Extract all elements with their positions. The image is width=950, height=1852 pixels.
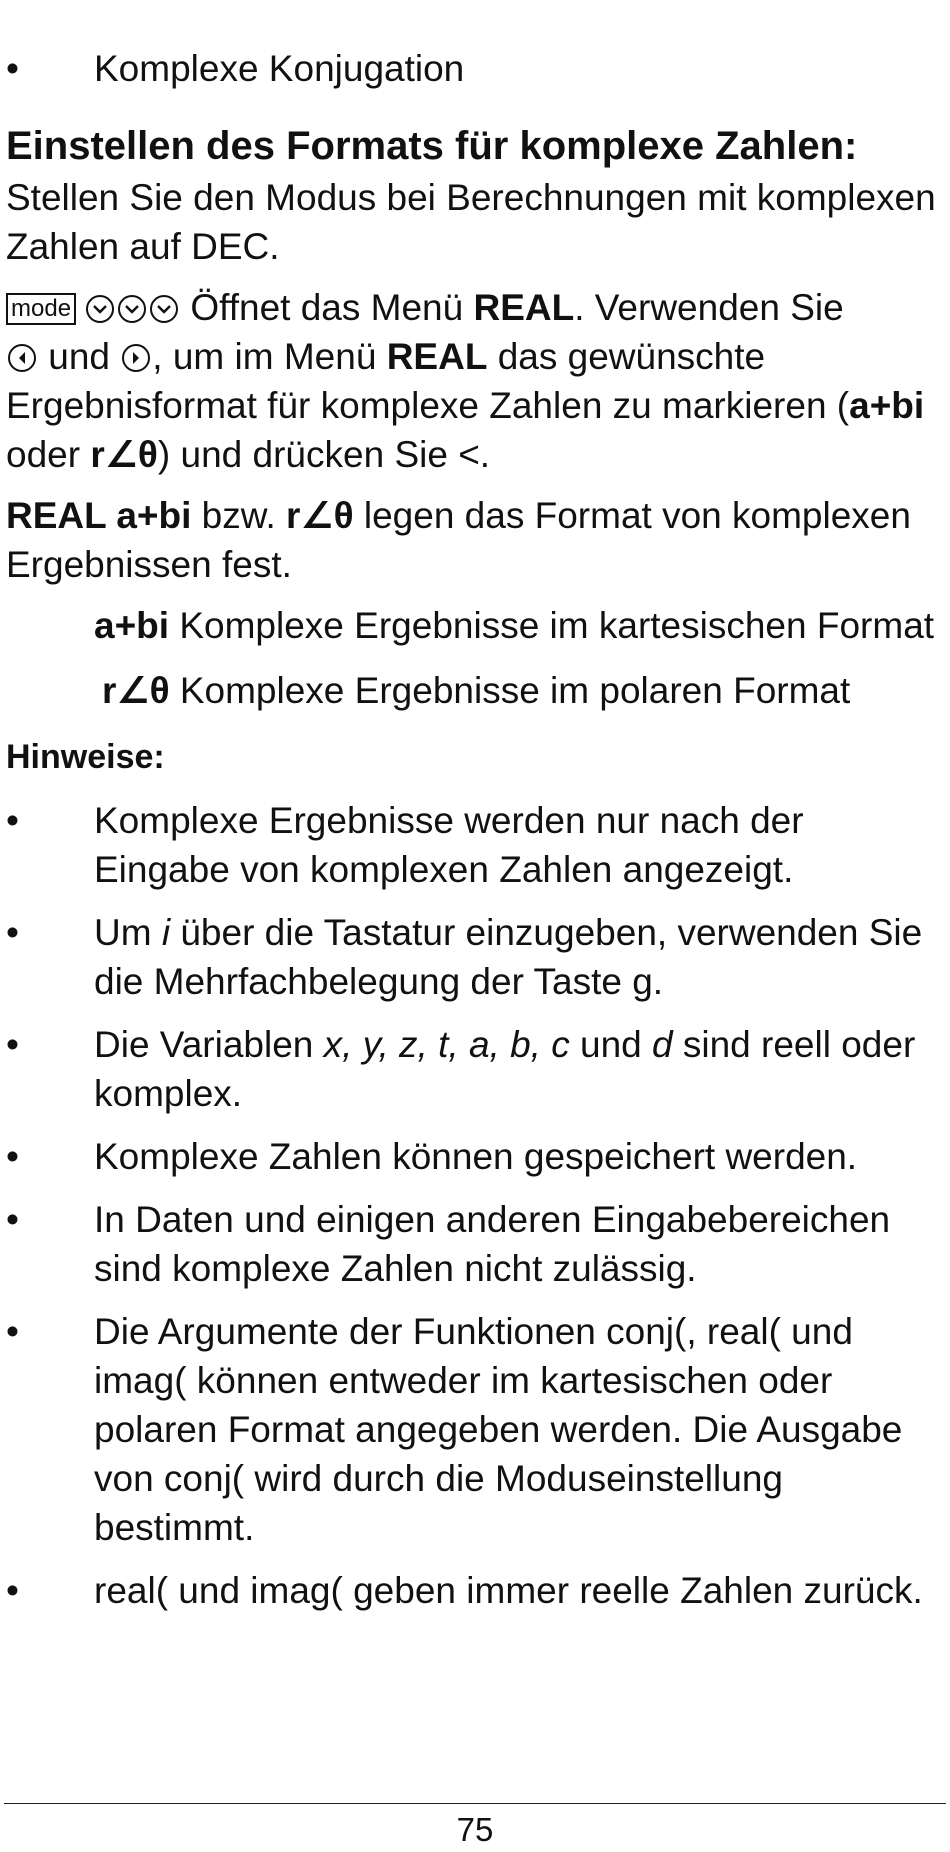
- instruction-text: , um im Menü: [152, 336, 387, 377]
- left-arrow-icon: [8, 344, 36, 372]
- bullet-text: [94, 1024, 915, 1114]
- footer-rule: [4, 1803, 946, 1804]
- list-item: [6, 1195, 946, 1293]
- bullet-text: [94, 912, 922, 1002]
- list-item: [6, 1566, 946, 1615]
- bullet: •: [6, 1136, 19, 1177]
- note-italic: x, y, z, t, a, b, c: [323, 1024, 570, 1065]
- down-arrow-icon: [86, 295, 114, 323]
- bullet-text: Komplexe Ergebnisse werden nur nach der Eingabe von komplexen Zahlen angezeigt.: [94, 800, 804, 890]
- instruction-text: ) und drücken Sie <.: [157, 434, 491, 475]
- instruction-text: . Verwenden Sie: [574, 287, 844, 328]
- definition-desc: Komplexe Ergebnisse im polaren Format: [169, 670, 851, 711]
- format-option: REAL a+bi: [6, 495, 192, 536]
- definition-term: r∠θ: [102, 670, 170, 711]
- note-italic: i: [161, 912, 171, 953]
- list-item: [6, 1020, 946, 1118]
- note-text: und: [569, 1024, 653, 1065]
- notes-heading: Hinweise:: [6, 738, 165, 776]
- note-text: Um: [94, 912, 162, 953]
- bullet-text: real( und imag( geben immer reelle Zahlen zurück.: [94, 1570, 923, 1611]
- down-arrow-icon: [118, 295, 146, 323]
- bullet: •: [6, 1024, 19, 1065]
- section-heading: Einstellen des Formats für komplexe Zahlen:: [6, 124, 858, 168]
- note-text: über die Tastatur einzugeben, verwenden Sie die Mehrfachbelegung der Taste g.: [94, 912, 923, 1002]
- right-arrow-icon: [122, 344, 150, 372]
- bullet: •: [6, 1311, 19, 1352]
- format-option: a+bi: [849, 385, 925, 426]
- bullet: •: [6, 1199, 19, 1240]
- definition-term: a+bi: [94, 605, 170, 646]
- bullet-text: Komplexe Konjugation: [94, 48, 465, 89]
- list-item: [6, 44, 946, 93]
- bullet-text: Die Argumente der Funktionen conj(, real( und imag( können entweder im kartesischen oder polaren Format angegeben werden. Die Ausgabe von conj( wird durch die Moduseinstellung bestimmt.: [94, 1311, 903, 1548]
- list-item: [6, 1132, 946, 1181]
- instruction-text: das gewünschte Ergebnisformat für komplexe Zahlen zu markieren (: [6, 336, 850, 426]
- note-italic: d: [652, 1024, 673, 1065]
- intro-paragraph: Stellen Sie den Modus bei Berechnungen mit komplexen Zahlen auf DEC.: [6, 177, 936, 267]
- list-item: [6, 796, 946, 894]
- instruction-text: und: [38, 336, 121, 377]
- instruction-text: oder: [6, 434, 91, 475]
- bullet-text: In Daten und einigen anderen Eingabebereichen sind komplexe Zahlen nicht zulässig.: [94, 1199, 891, 1289]
- definition-item: [6, 666, 946, 715]
- down-arrow-icon: [150, 295, 178, 323]
- list-item: [6, 908, 946, 1006]
- bullet-text: Komplexe Zahlen können gespeichert werden.: [94, 1136, 858, 1177]
- note-text: sind reell oder komplex.: [94, 1024, 916, 1114]
- definition-desc: Komplexe Ergebnisse im kartesischen Format: [169, 605, 935, 646]
- instructions-paragraph: [6, 283, 946, 479]
- note-text: Die Variablen: [94, 1024, 324, 1065]
- format-option: r∠θ: [286, 495, 354, 536]
- instruction-text: Öffnet das Menü: [180, 287, 474, 328]
- bullet: •: [6, 48, 19, 89]
- page-content: [6, 44, 946, 1629]
- menu-name: REAL: [473, 287, 575, 328]
- format-text: legen das Format von komplexen Ergebnissen fest.: [6, 495, 911, 585]
- page-number: 75: [456, 1811, 494, 1848]
- format-text: bzw.: [191, 495, 287, 536]
- bullet: •: [6, 1570, 19, 1611]
- format-option: r∠θ: [90, 434, 158, 475]
- list-item: [6, 1307, 946, 1552]
- menu-name: REAL: [386, 336, 488, 377]
- bullet: •: [6, 912, 19, 953]
- mode-key: mode: [6, 293, 76, 325]
- bullet: •: [6, 800, 19, 841]
- format-paragraph: [6, 491, 946, 589]
- definition-item: [6, 601, 946, 650]
